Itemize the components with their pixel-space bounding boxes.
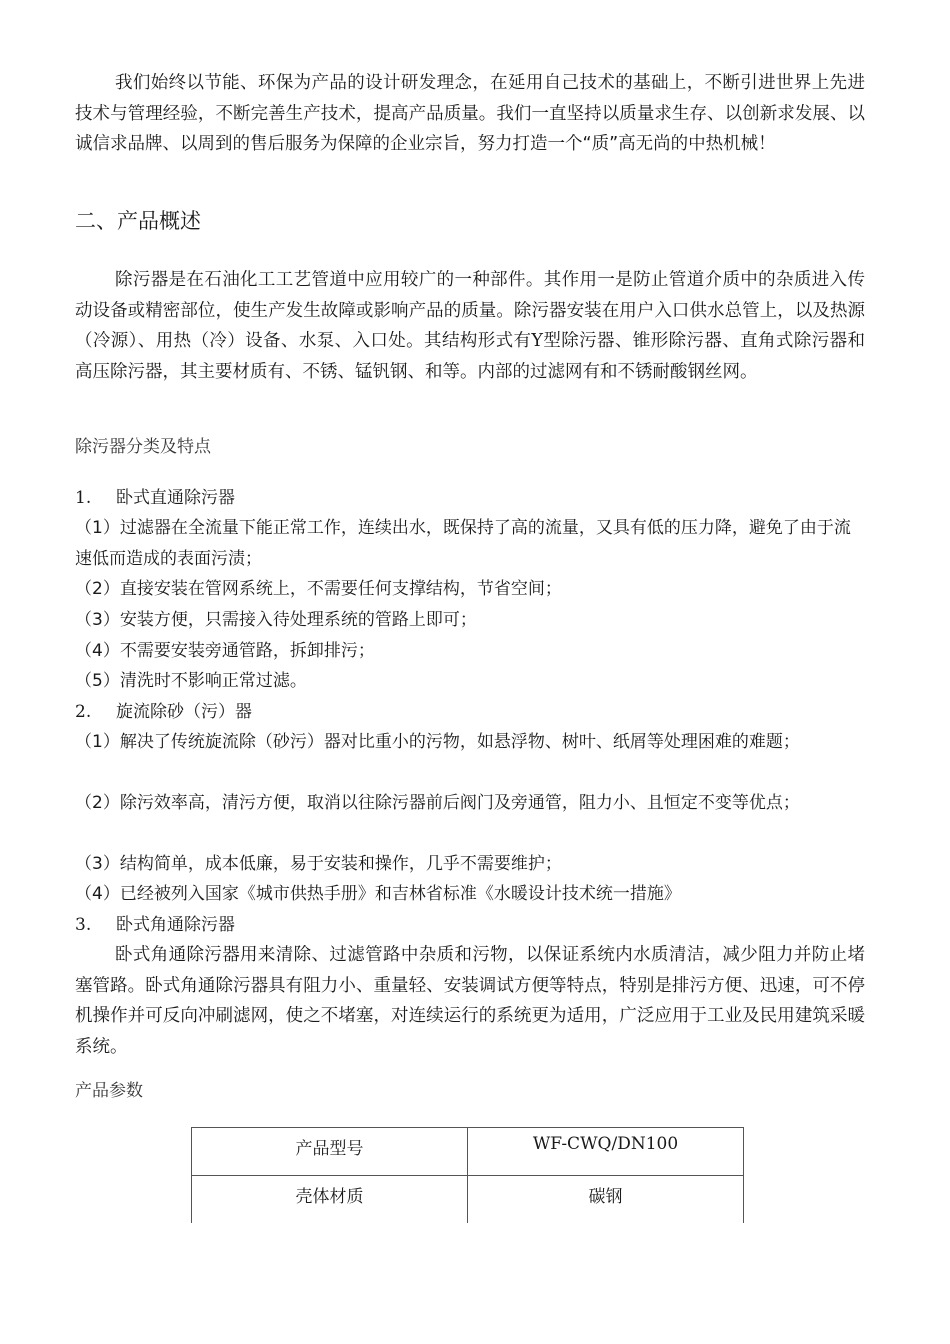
- classification-title: 除污器分类及特点: [75, 437, 211, 457]
- type3-number: 3.: [75, 915, 92, 935]
- type3-title: 卧式角通除污器: [116, 915, 235, 935]
- type2-item-2: （2）除污效率高，清污方便，取消以往除污器前后阀门及旁通管，阻力小、且恒定不变等优点；: [75, 793, 800, 813]
- type1-item-1: （1）过滤器在全流量下能正常工作，连续出水，既保持了高的流量，又具有低的压力降，避免了由于流速低而造成的表面污渍；: [75, 518, 851, 569]
- param-label-cell: 壳体材质: [192, 1176, 468, 1224]
- type1-item-3: （3）安装方便，只需接入待处理系统的管路上即可；: [75, 610, 477, 630]
- param-value-cell: 碳钢: [468, 1176, 744, 1224]
- type2-title: 旋流除砂（污）器: [116, 702, 252, 722]
- overview-paragraph: 除污器是在石油化工工艺管道中应用较广的一种部件。其作用一是防止管道介质中的杂质进入传动设备或精密部位，使生产发生故障或影响产品的质量。除污器安装在用户入口供水总管上，以及热源（冷源）、用热（冷）设备、水泵、入口处。其结构形式有Y型除污器、锥形除污器、直角式除污器和高压除污器，其主要材质有、不锈、锰钒钢、和等。内部的过滤网有和不锈耐酸钢丝网。: [75, 270, 865, 382]
- params-title: 产品参数: [75, 1081, 143, 1101]
- table-row: [192, 1128, 744, 1176]
- type3-heading: [75, 910, 865, 941]
- type1-item-5: （5）清洗时不影响正常过滤。: [75, 671, 307, 691]
- type2-heading: [75, 697, 865, 728]
- type1-number: 1.: [75, 488, 92, 508]
- type2-item-1: （1）解决了传统旋流除（砂污）器对比重小的污物，如悬浮物、树叶、纸屑等处理困难的难题；: [75, 732, 800, 752]
- type1-item-4: （4）不需要安装旁通管路，拆卸排污；: [75, 641, 375, 661]
- type2-item-4: （4）已经被列入国家《城市供热手册》和吉林省标准《水暖设计技术统一措施》: [75, 884, 681, 904]
- section-heading: 二、产品概述: [75, 209, 201, 233]
- type1-title: 卧式直通除污器: [116, 488, 235, 508]
- type3-description: 卧式角通除污器用来清除、过滤管路中杂质和污物，以保证系统内水质清洁，减少阻力并防止堵塞管路。卧式角通除污器具有阻力小、重量轻、安装调试方便等特点，特别是排污方便、迅速，可不停机操作并可反向冲刷滤网，使之不堵塞，对连续运行的系统更为适用，广泛应用于工业及民用建筑采暖系统。: [75, 945, 865, 1057]
- param-label-cell: 产品型号: [192, 1128, 468, 1176]
- table-row: [192, 1176, 744, 1224]
- params-table: [191, 1127, 744, 1223]
- param-value-cell: WF-CWQ/DN100: [468, 1128, 744, 1176]
- type1-heading: [75, 483, 865, 514]
- type2-item-3: （3）结构简单，成本低廉，易于安装和操作，几乎不需要维护；: [75, 854, 562, 874]
- type2-number: 2.: [75, 702, 92, 722]
- type1-item-2: （2）直接安装在管网系统上，不需要任何支撑结构，节省空间；: [75, 579, 562, 599]
- intro-paragraph: 我们始终以节能、环保为产品的设计研发理念，在延用自己技术的基础上，不断引进世界上先进技术与管理经验，不断完善生产技术，提高产品质量。我们一直坚持以质量求生存、以创新求发展、以诚信求品牌、以周到的售后服务为保障的企业宗旨，努力打造一个“质”高无尚的中热机械！: [75, 73, 865, 154]
